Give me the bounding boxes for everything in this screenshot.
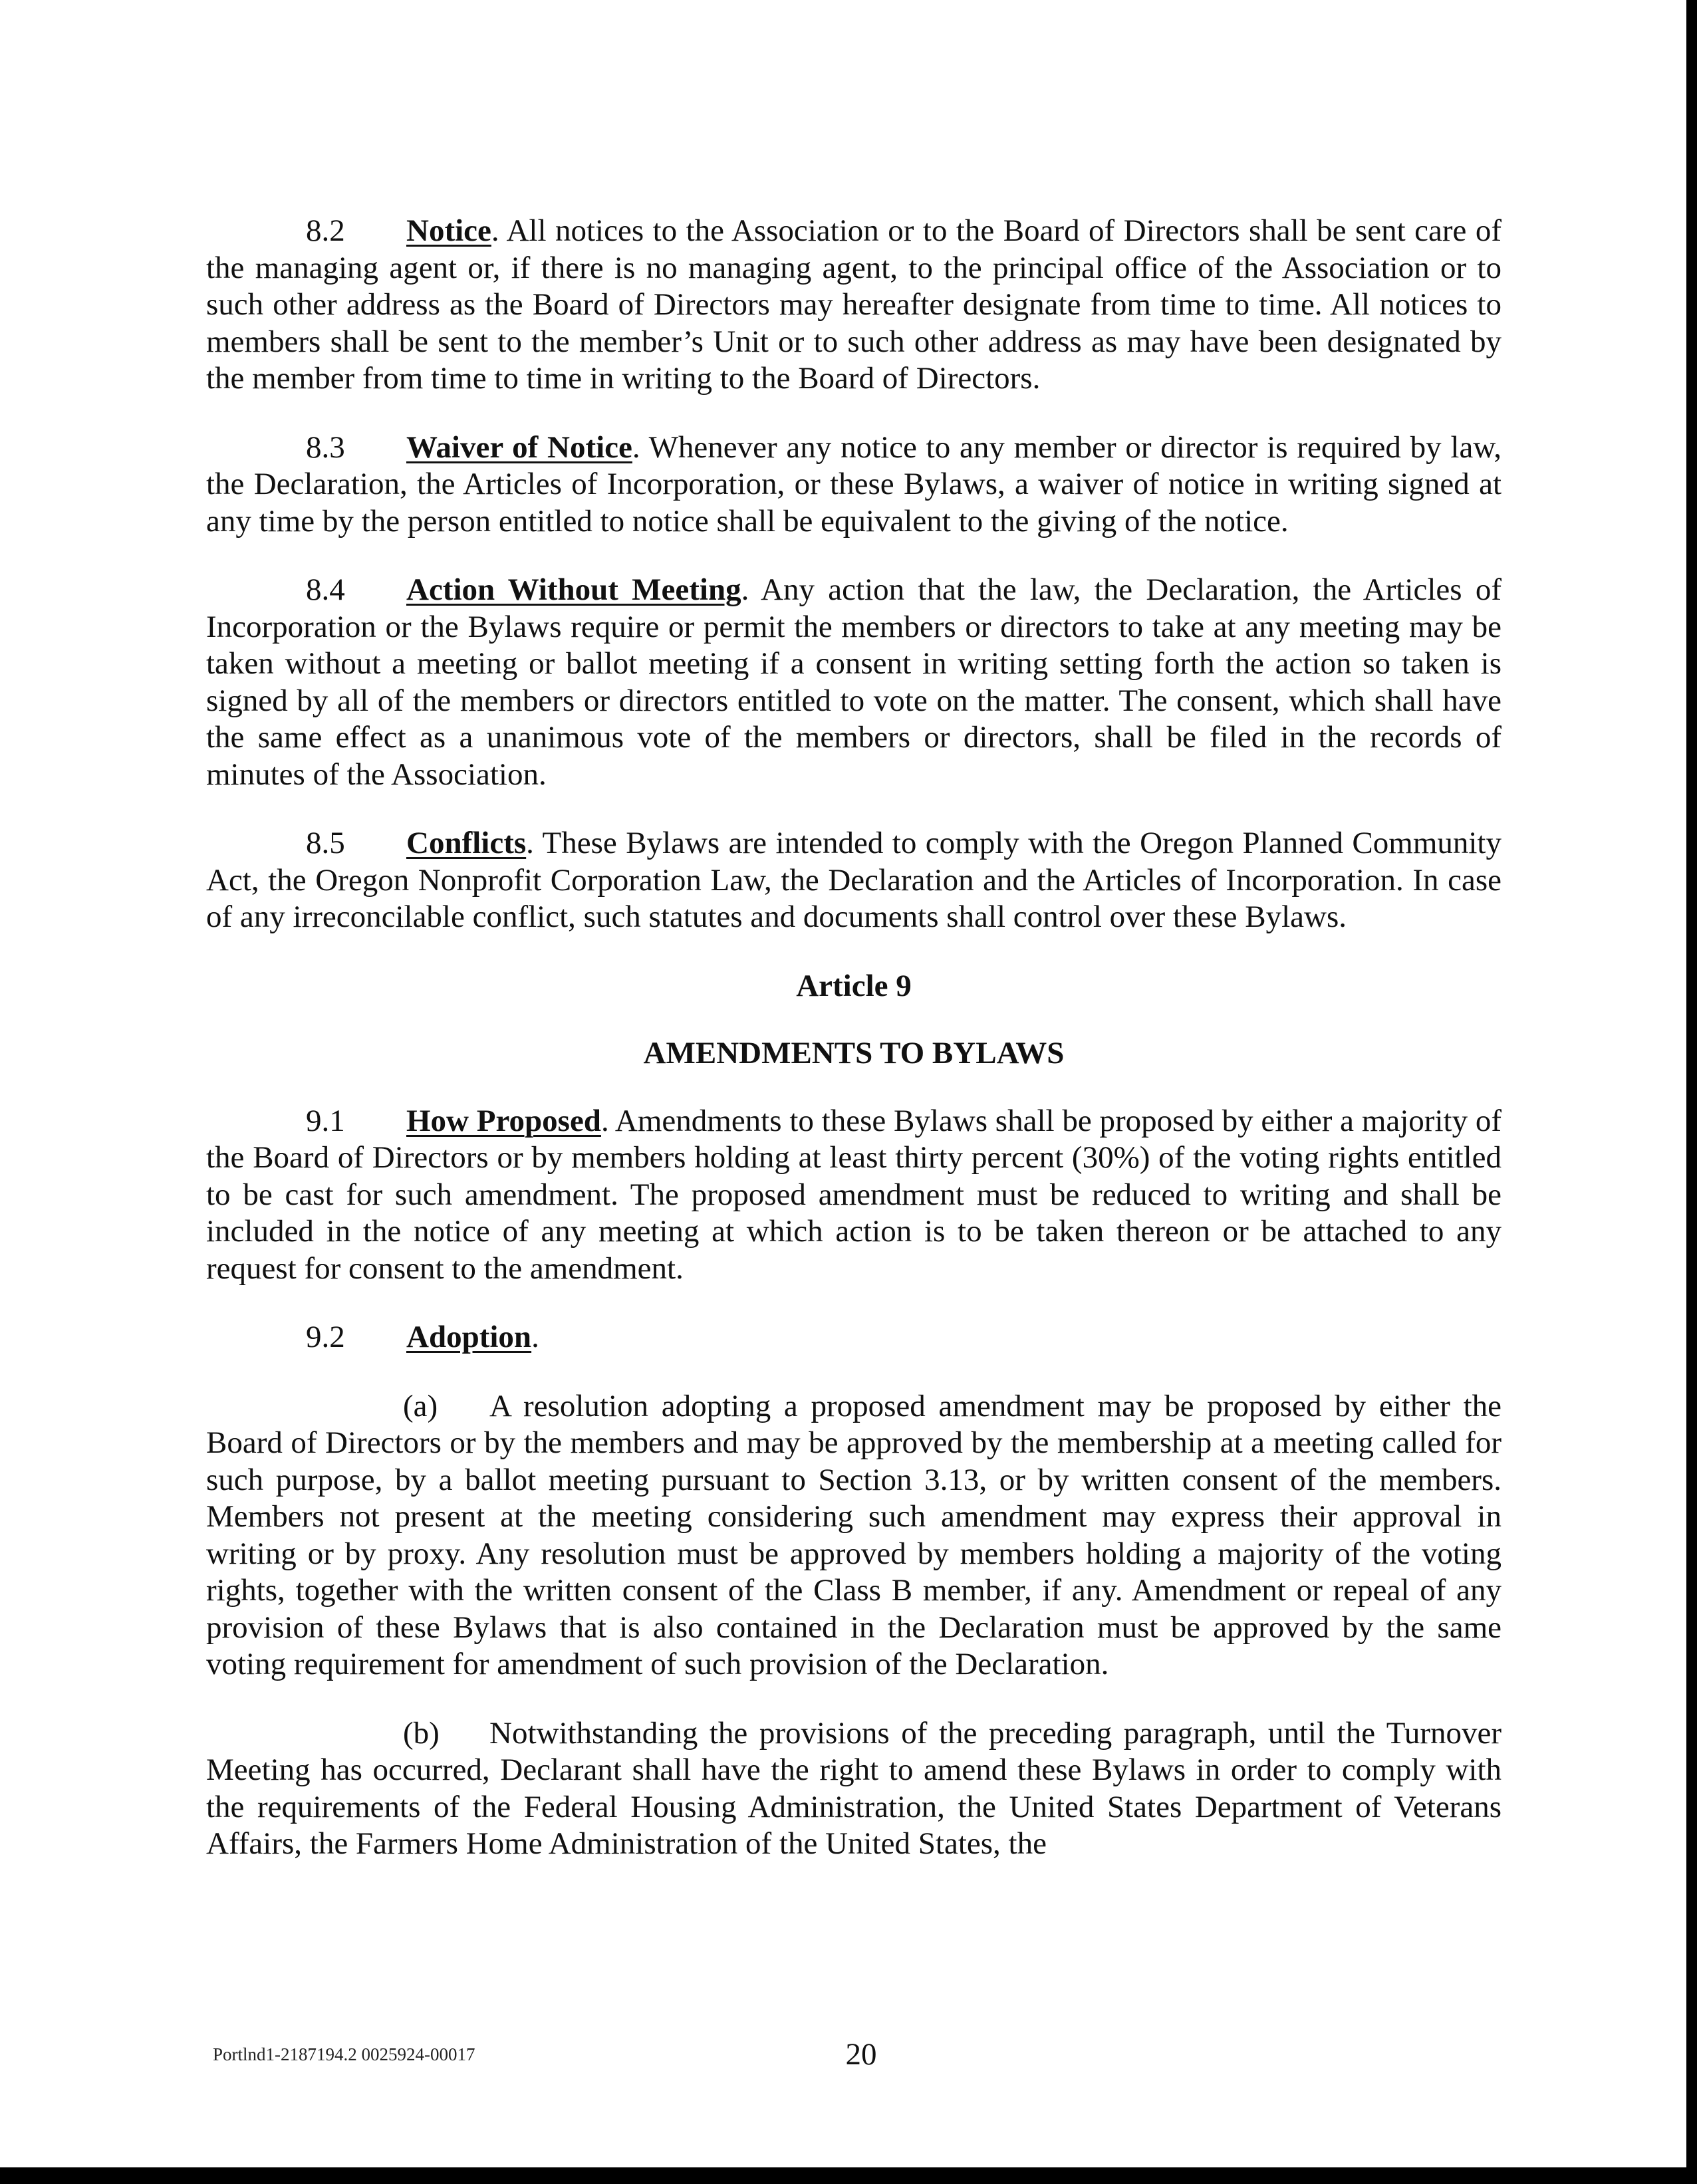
section-number: 8.5 (306, 826, 345, 860)
section-number: 8.2 (306, 213, 345, 248)
section-heading: Notice (406, 213, 491, 248)
section-text: . (531, 1320, 539, 1354)
section-text: . Amendments to these Bylaws shall be proposed by either a majority of the Board of Directors or by members holding at least thirty percent (30%) of the voting rights entitled to be cast for such amendment. The proposed amendment must be reduced to writing and shall be included in the notice of any meeting at which action is to be taken thereon or be attached to any request for consent to the amendment. (206, 1103, 1502, 1286)
section-heading: How Proposed (406, 1103, 601, 1138)
section-8-3 (206, 429, 1501, 541)
document-id: Portlnd1-2187194.2 0025924-00017 (213, 2044, 475, 2064)
section-9-2 (206, 1319, 1501, 1356)
page-footer (213, 2036, 1503, 2070)
page-number: 20 (845, 2037, 877, 2072)
section-number: 9.2 (306, 1320, 345, 1354)
section-heading: Adoption (406, 1320, 532, 1354)
section-text: . These Bylaws are intended to comply with the Oregon Planned Community Act, the Oregon Nonprofit Corporation Law, the Declaration and the Articles of Incorporation. In case of any irreconcilable conflict, such statutes and documents shall control over these Bylaws. (206, 826, 1501, 934)
subsection-9-2-a (206, 1388, 1501, 1683)
section-text: . All notices to the Association or to the Board of Directors shall be sent care of the managing agent or, if there is no managing agent, to the principal office of the Association or to such other address as the Board of Directors may hereafter designate from time to time. All notices to members shall be sent to the member’s Unit or to such other address as may have been designated by the member from time to time in writing to the Board of Directors. (206, 213, 1501, 396)
section-number: 8.3 (306, 429, 345, 465)
section-8-4 (206, 572, 1501, 793)
section-9-1 (206, 1103, 1501, 1288)
section-8-2 (206, 213, 1501, 398)
section-heading: Action Without Meeting (406, 572, 741, 607)
section-number: 9.1 (306, 1103, 345, 1138)
section-heading: Waiver of Notice (406, 429, 632, 465)
subsection-label: (b) (403, 1715, 440, 1751)
section-8-5 (206, 825, 1501, 936)
section-text: . Whenever any notice to any member or director is required by law, the Declaration, the Articles of Incorporation, or these Bylaws, a waiver of notice in writing signed at any time by the person entitled to notice shall be equivalent to the giving of the notice. (206, 429, 1501, 539)
subsection-label: (a) (403, 1388, 438, 1423)
subsection-text: A resolution adopting a proposed amendment may be proposed by either the Board of Directors or by the members and may be approved by the membership at a meeting called for such purpose, by a ballot meeting pursuant to Section 3.13, or by written consent of the members. Members not present at the meeting considering such amendment may express their approval in writing or by proxy. Any resolution must be approved by members holding a majority of the voting rights, together with the written consent of the Class B member, if any. Amendment or repeal of any provision of these Bylaws that is also contained in the Declaration must be approved by the same voting requirement for amendment of such provision of the Declaration. (206, 1388, 1501, 1681)
section-heading: Conflicts (406, 826, 527, 860)
subsection-text: Notwithstanding the provisions of the preceding paragraph, until the Turnover Meeting has occurred, Declarant shall have the right to amend these Bylaws in order to comply with the requirements of the Federal Housing Administration, the United States Department of Veterans Affairs, the Farmers Home Administration of the United States, the (206, 1715, 1501, 1861)
section-number: 8.4 (306, 572, 345, 607)
section-text: . Any action that the law, the Declaration, the Articles of Incorporation or the Bylaws require or permit the members or directors to take at any meeting may be taken without a meeting or ballot meeting if a consent in writing setting forth the action so taken is signed by all of the members or directors entitled to vote on the matter. The consent, which shall have the same effect as a unanimous vote of the members or directors, shall be filed in the records of minutes of the Association. (206, 572, 1502, 792)
subsection-9-2-b (206, 1715, 1501, 1863)
article-label: Article 9 (796, 968, 912, 1003)
article-title: AMENDMENTS TO BYLAWS (643, 1036, 1065, 1070)
page-body (206, 213, 1501, 1895)
